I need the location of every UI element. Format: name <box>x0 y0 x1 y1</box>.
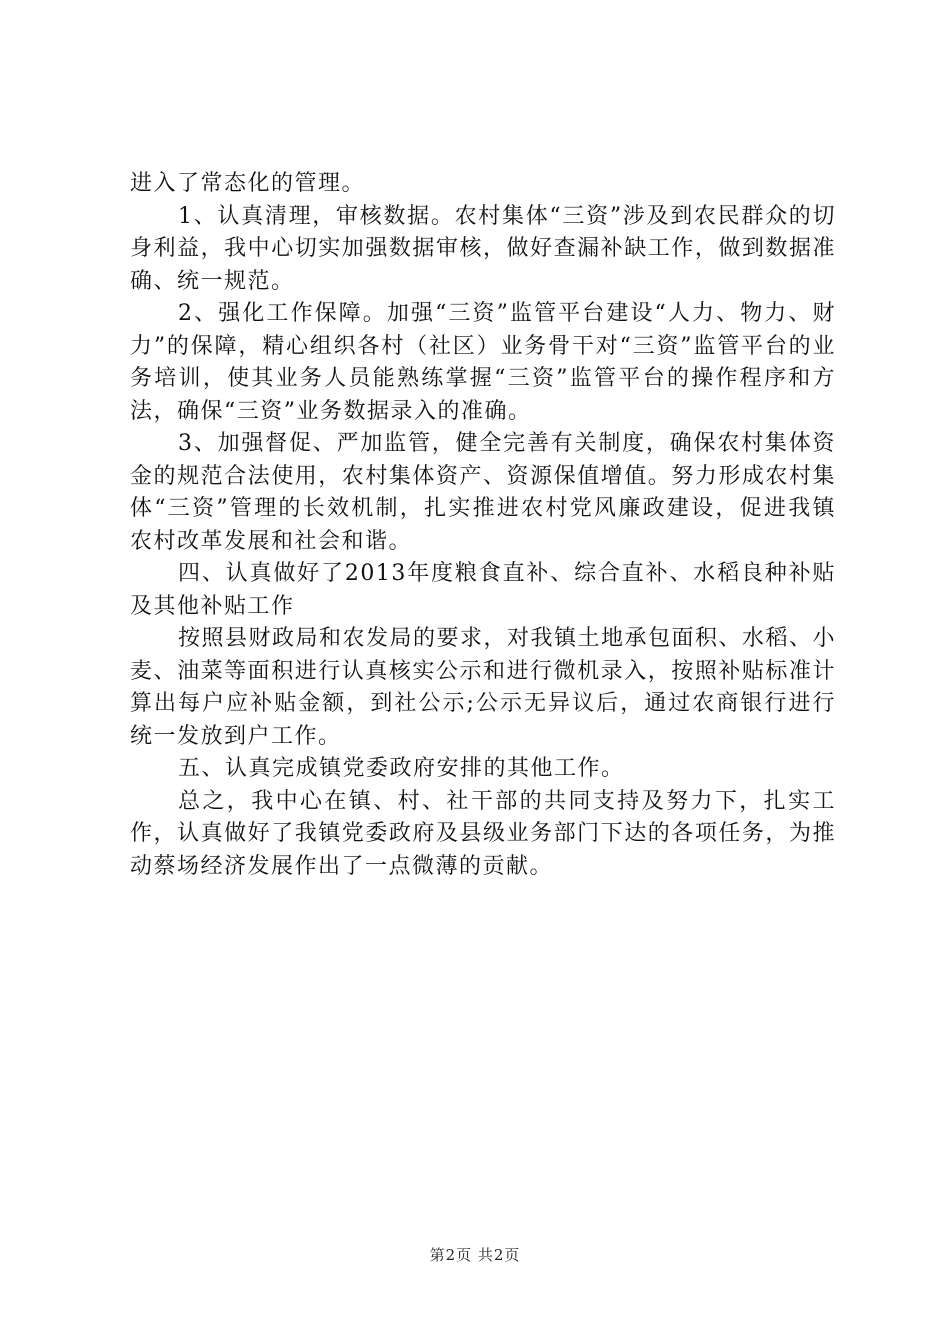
paragraph-continuation: 进入了常态化的管理。 <box>130 171 366 196</box>
section-heading-five: 五、认真完成镇党委政府安排的其他工作。 <box>178 756 625 781</box>
paragraph-item-3: 3、加强督促、严加监管，健全完善有关制度，确保农村集体资金的规范合法使用，农村集体资产、资源保值增值。努力形成农村集体“三资”管理的长效机制，扎实推进农村党风廉政建设，促进我镇农村改革发展和社会和谐。 <box>130 431 836 554</box>
document-body <box>130 168 836 883</box>
paragraph-item-1: 1、认真清理，审核数据。农村集体“三资”涉及到农民群众的切身利益，我中心切实加强数据审核，做好查漏补缺工作，做到数据准确、统一规范。 <box>130 203 836 294</box>
section-heading-four: 四、认真做好了2013年度粮食直补、综合直补、水稻良种补贴及其他补贴工作 <box>130 561 836 619</box>
page-number-footer: 第2页 共2页 <box>429 1246 521 1264</box>
paragraph-item-2: 2、强化工作保障。加强“三资”监管平台建设“人力、物力、财力”的保障，精心组织各村（社区）业务骨干对“三资”监管平台的业务培训，使其业务人员能熟练掌握“三资”监管平台的操作程序和方法，确保“三资”业务数据录入的准确。 <box>130 301 836 424</box>
paragraph-summary: 总之，我中心在镇、村、社干部的共同支持及努力下，扎实工作，认真做好了我镇党委政府及县级业务部门下达的各项任务，为推动蔡场经济发展作出了一点微薄的贡献。 <box>130 788 836 879</box>
paragraph-subsidy-details: 按照县财政局和农发局的要求，对我镇土地承包面积、水稻、小麦、油菜等面积进行认真核实公示和进行微机录入，按照补贴标准计算出每户应补贴金额，到社公示;公示无异议后，通过农商银行进行统一发放到户工作。 <box>130 626 837 749</box>
